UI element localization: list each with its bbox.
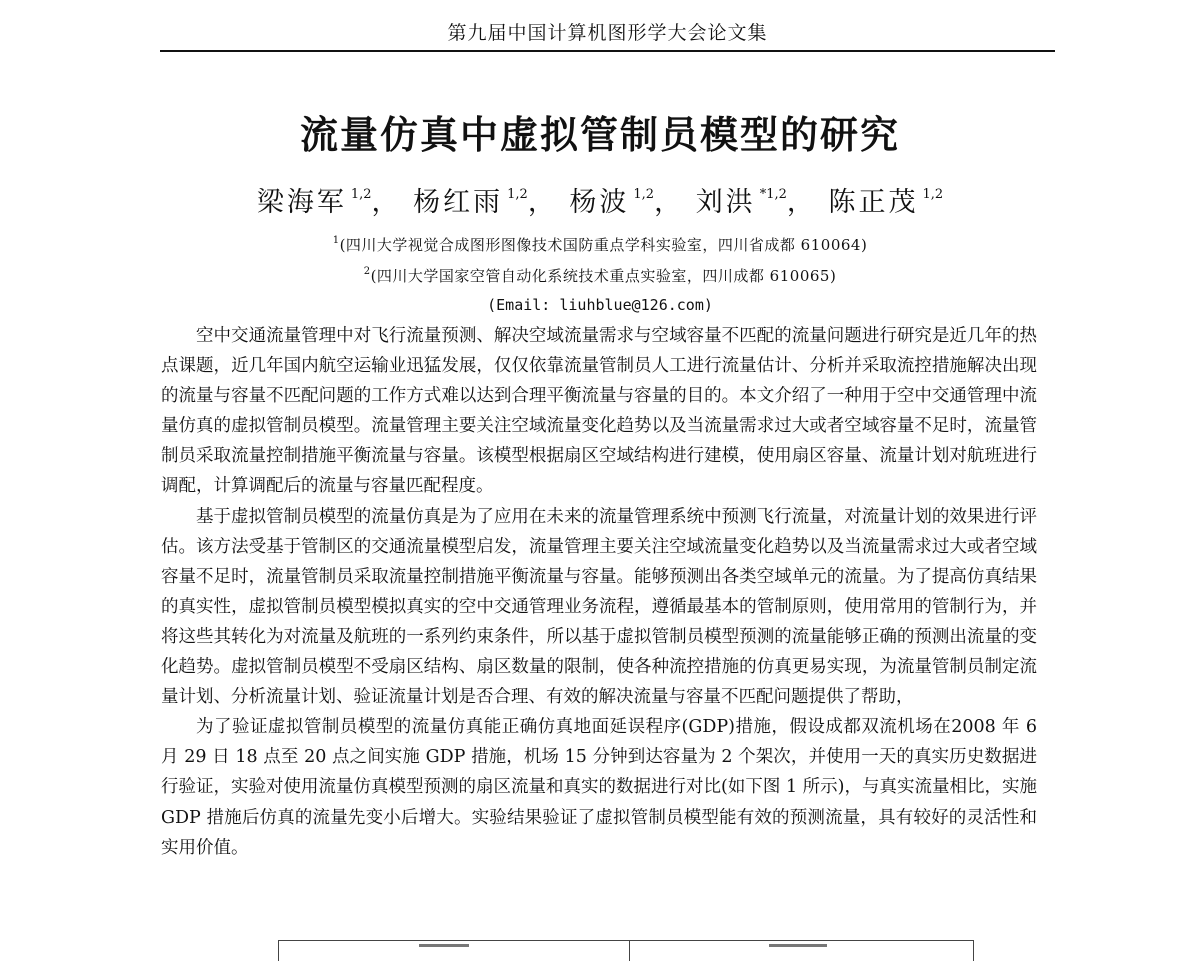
contact-email: (Email: liuhblue@126.com) — [487, 296, 713, 314]
affiliation-2 — [160, 265, 1040, 286]
author-name: 陈正茂 — [828, 187, 919, 218]
author-affiliation-mark: 1,2 — [633, 187, 655, 202]
affiliation-text: (四川大学视觉合成图形图像技术国防重点学科实验室，四川省成都 610064) — [339, 236, 868, 254]
affiliation-text: (四川大学国家空管自动化系统技术重点实验室，四川成都 610065) — [370, 267, 837, 285]
author-affiliation-mark: 1,2 — [922, 187, 944, 202]
author-separator: ， — [654, 187, 685, 218]
author-name: 刘洪 — [695, 187, 756, 218]
body-paragraph: 基于虚拟管制员模型的流量仿真是为了应用在未来的流量管理系统中预测飞行流量，对流量计划的效果进行评估。该方法受基于管制区的交通流量模型启发，流量管理主要关注空域流量变化趋势以及当流量需求过大或者空域容量不足时，流量管制员采取流量控制措施平衡流量与容量。能够预测出各类空域单元的流量。为了提高仿真结果的真实性，虚拟管制员模型模拟真实的空中交通管理业务流程，遵循最基本的管制原则，使用常用的管制行为，并将这些其转化为对流量及航班的一系列约束条件，所以基于虚拟管制员模型预测的流量能够正确的预测出流量的变化趋势。虚拟管制员模型不受扇区结构、扇区数量的限制，使各种流控措施的仿真更易实现，为流量管制员制定流量计划、分析流量计划、验证流量计划是否合理、有效的解决流量与容量不匹配问题提供了帮助， — [161, 506, 1037, 708]
body-paragraph: 为了验证虚拟管制员模型的流量仿真能正确仿真地面延误程序(GDP)措施，假设成都双流机场在2008 年 6 月 29 日 18 点至 20 点之间实施 GDP 措施，机场 15 分钟到达容量为 2 个架次，并使用一天的真实历史数据进行验证，实验对使用流量仿真模型预测的扇区流量和真实的数据进行对比(如下图 1 所示)，与真实流量相比，实施 GDP 措施后仿真的流量先变小后增大。实验结果验证了虚拟管制员模型能有效的预测流量，具有较好的灵活性和实用价值。 — [161, 717, 1037, 858]
affiliation-1 — [160, 234, 1040, 255]
running-header: 第九届中国计算机图形学大会论文集 — [447, 22, 768, 44]
author-separator: ， — [371, 187, 402, 218]
author-affiliation-mark: 1,2 — [350, 187, 372, 202]
figure-1-top-edge — [278, 940, 974, 961]
author-affiliation-mark: *1,2 — [759, 187, 787, 202]
author-separator: ， — [786, 187, 817, 218]
figure-panel-divider — [629, 941, 630, 961]
figure-panel-caption-mark — [769, 944, 827, 947]
abstract-body — [161, 321, 1037, 863]
affiliation-mark: 2 — [363, 266, 371, 277]
author-list — [160, 180, 1040, 219]
affiliation-mark: 1 — [332, 235, 340, 246]
figure-panel-caption-mark — [419, 944, 469, 947]
paper-title: 流量仿真中虚拟管制员模型的研究 — [299, 113, 900, 157]
author-name: 杨波 — [569, 187, 630, 218]
header-rule — [160, 50, 1055, 52]
author-separator: ， — [527, 187, 558, 218]
body-paragraph: 空中交通流量管理中对飞行流量预测、解决空域流量需求与空域容量不匹配的流量问题进行研究是近几年的热点课题，近几年国内航空运输业迅猛发展，仅仅依靠流量管制员人工进行流量估计、分析并采取流控措施解决出现的流量与容量不匹配问题的工作方式难以达到合理平衡流量与容量的目的。本文介绍了一种用于空中交通管理中流量仿真的虚拟管制员模型。流量管理主要关注空域流量变化趋势以及当流量需求过大或者空域容量不足时，流量管制员采取流量控制措施平衡流量与容量。该模型根据扇区空域结构进行建模，使用扇区容量、流量计划对航班进行调配，计算调配后的流量与容量匹配程度。 — [161, 326, 1037, 497]
author-name: 梁海军 — [256, 187, 347, 218]
author-affiliation-mark: 1,2 — [507, 187, 528, 202]
author-name: 杨红雨 — [413, 187, 504, 218]
